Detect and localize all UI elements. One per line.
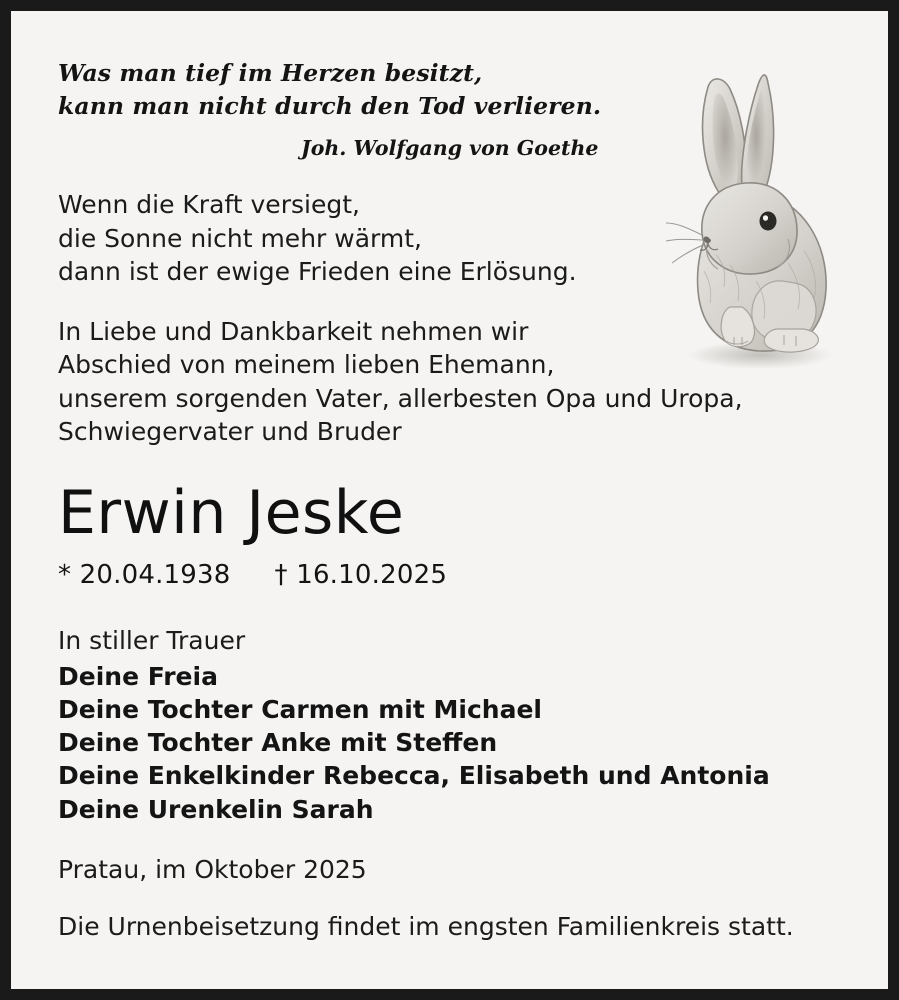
funeral-note: Die Urnenbeisetzung findet im engsten Familienkreis statt. bbox=[58, 911, 794, 941]
rabbit-icon bbox=[664, 55, 854, 375]
quote-line-1: Was man tief im Herzen besitzt, bbox=[58, 59, 483, 87]
intro-line-4: Schwiegervater und Bruder bbox=[58, 417, 402, 447]
death-date: † 16.10.2025 bbox=[274, 559, 448, 590]
birth-date: * 20.04.1938 bbox=[58, 559, 231, 590]
mourners-list bbox=[58, 660, 848, 826]
verse-line-1: Wenn die Kraft versiegt, bbox=[58, 190, 360, 220]
verse-line-3: dann ist der ewige Frieden eine Erlösung. bbox=[58, 257, 577, 287]
quote-line-2: kann man nicht durch den Tod verlieren. bbox=[58, 92, 602, 121]
mourner-4: Deine Enkelkinder Rebecca, Elisabeth und Antonia bbox=[58, 761, 770, 791]
verse-line-2: die Sonne nicht mehr wärmt, bbox=[58, 223, 422, 253]
mourner-1: Deine Freia bbox=[58, 661, 218, 691]
place-and-date: Pratau, im Oktober 2025 bbox=[58, 854, 367, 884]
intro-line-1: In Liebe und Dankbarkeit nehmen wir bbox=[58, 316, 529, 346]
mourner-5: Deine Urenkelin Sarah bbox=[58, 794, 374, 824]
intro-line-3: unserem sorgenden Vater, allerbesten Opa und Uropa, bbox=[58, 383, 743, 413]
mourner-3: Deine Tochter Anke mit Steffen bbox=[58, 728, 498, 757]
mourner-2: Deine Tochter Carmen mit Michael bbox=[58, 694, 542, 724]
intro-line-2: Abschied von meinem lieben Ehemann, bbox=[58, 350, 555, 380]
mourning-lead: In stiller Trauer bbox=[58, 625, 246, 655]
quote-author: Joh. Wolfgang von Goethe bbox=[301, 135, 599, 160]
life-dates bbox=[58, 560, 848, 590]
deceased-name: Erwin Jeske bbox=[58, 477, 405, 548]
notice-content bbox=[11, 11, 888, 989]
